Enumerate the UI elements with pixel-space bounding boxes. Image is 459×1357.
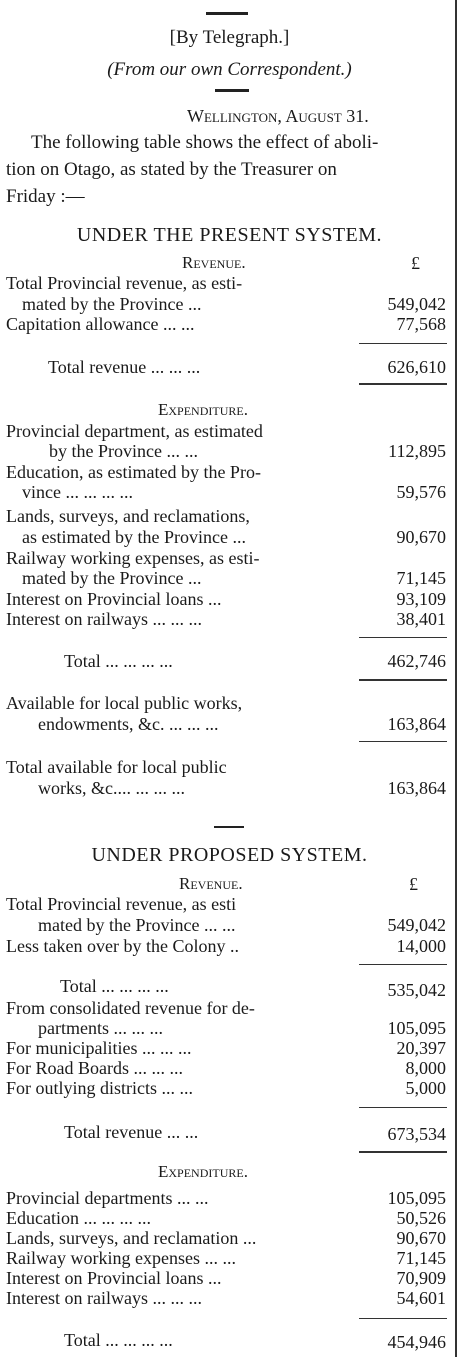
- present-total-value: 462,746: [387, 651, 446, 671]
- proposed-subtotal-value: 535,042: [387, 980, 446, 1000]
- present-available-value: 163,864: [387, 714, 446, 734]
- present-rev-1-line-1: Total Provincial revenue, as esti-: [6, 273, 243, 293]
- proposed-title: UNDER PROPOSED SYSTEM.: [91, 844, 368, 866]
- present-revenue-heading: Revenue.: [182, 253, 246, 272]
- present-expenditure-heading: Expenditure.: [158, 400, 248, 419]
- proposed-pound-sign: £: [409, 874, 418, 894]
- proposed-total-revenue-underline: [359, 1151, 447, 1153]
- present-exp-3-value: 90,670: [396, 527, 446, 547]
- from-correspondent: (From our own Correspondent.): [107, 59, 352, 80]
- proposed-total-revenue-value: 673,534: [387, 1124, 446, 1144]
- proposed-exp-3-line-1: Lands, surveys, and reclamation ...: [6, 1228, 257, 1248]
- present-exp-1-line-1: Provincial department, as estimated: [6, 421, 263, 441]
- present-total-revenue-underline: [359, 383, 447, 385]
- present-title: UNDER THE PRESENT SYSTEM.: [76, 224, 383, 246]
- proposed-exp-4-line-1: Railway working expenses ... ...: [6, 1248, 236, 1268]
- present-total-revenue-value: 626,610: [387, 357, 446, 377]
- proposed-exp-1-value: 105,095: [387, 1188, 446, 1208]
- proposed-other-4-value: 5,000: [405, 1078, 446, 1098]
- proposed-other-1-line-2: partments ... ... ...: [38, 1018, 163, 1038]
- proposed-other-rule: [359, 1107, 447, 1108]
- proposed-rev-1-line-2: mated by the Province ... ...: [38, 915, 236, 935]
- proposed-exp-5-line-1: Interest on Provincial loans ...: [6, 1268, 222, 1288]
- present-rev-1-value: 549,042: [387, 294, 446, 314]
- proposed-exp-6-value: 54,601: [396, 1288, 446, 1308]
- present-rev-2-value: 77,568: [396, 314, 446, 334]
- intro-line-2: tion on Otago, as stated by the Treasurer on: [6, 159, 337, 180]
- header-dash: [215, 89, 249, 92]
- present-total-label: Total ... ... ... ...: [64, 651, 173, 671]
- present-expenditure-rule: [359, 637, 447, 638]
- present-total-available-value: 163,864: [387, 778, 446, 798]
- intro-line-1: The following table shows the effect of aboli-: [31, 132, 379, 153]
- present-exp-5-value: 93,109: [396, 589, 446, 609]
- present-exp-1-value: 112,895: [388, 441, 446, 461]
- proposed-subtotal-label: Total ... ... ... ...: [60, 976, 169, 996]
- top-dash: [206, 12, 248, 15]
- proposed-other-3-value: 8,000: [405, 1058, 446, 1078]
- present-total-available-line-1: Total available for local public: [6, 757, 227, 777]
- proposed-exp-2-value: 50,526: [396, 1208, 446, 1228]
- proposed-rev-1-value: 549,042: [387, 915, 446, 935]
- proposed-exp-3-value: 90,670: [396, 1228, 446, 1248]
- proposed-rev-2-value: 14,000: [396, 936, 446, 956]
- proposed-total-label: Total ... ... ... ...: [64, 1330, 173, 1350]
- proposed-other-2-line-1: For municipalities ... ... ...: [6, 1038, 192, 1058]
- present-exp-2-line-1: Education, as estimated by the Pro-: [6, 462, 261, 482]
- proposed-rev-1-line-1: Total Provincial revenue, as esti: [6, 894, 237, 914]
- proposed-rev-2-line-1: Less taken over by the Colony ..: [6, 936, 239, 956]
- present-total-underline: [359, 679, 447, 681]
- proposed-exp-6-line-1: Interest on railways ... ... ...: [6, 1288, 202, 1308]
- present-exp-4-value: 71,145: [396, 568, 446, 588]
- present-available-rule: [359, 741, 447, 742]
- proposed-other-1-line-1: From consolidated revenue for de-: [6, 998, 255, 1018]
- proposed-exp-5-value: 70,909: [396, 1268, 446, 1288]
- present-rev-2-line-1: Capitation allowance ... ...: [6, 314, 195, 334]
- proposed-exp-4-value: 71,145: [396, 1248, 446, 1268]
- present-exp-6-value: 38,401: [396, 609, 446, 629]
- section-dash: [214, 826, 244, 828]
- present-total-revenue-label: Total revenue ... ... ...: [48, 357, 201, 377]
- proposed-expenditure-rule: [359, 1318, 447, 1319]
- present-exp-3-line-1: Lands, surveys, and reclamations,: [6, 506, 250, 526]
- present-exp-4-line-2: mated by the Province ...: [22, 568, 202, 588]
- dateline: Wellington, August 31.: [187, 106, 369, 126]
- column-rule: [455, 0, 457, 1357]
- present-pound-sign: £: [411, 253, 420, 273]
- present-exp-4-line-1: Railway working expenses, as esti-: [6, 548, 260, 568]
- proposed-other-2-value: 20,397: [396, 1038, 446, 1058]
- present-exp-3-line-2: as estimated by the Province ...: [22, 527, 246, 547]
- present-revenue-rule: [359, 343, 447, 344]
- proposed-revenue-heading: Revenue.: [179, 874, 243, 893]
- present-total-available-line-2: works, &c.... ... ... ...: [38, 778, 185, 798]
- present-exp-1-line-2: by the Province ... ...: [49, 441, 198, 461]
- present-available-line-2: endowments, &c. ... ... ...: [38, 714, 219, 734]
- present-exp-6-line-1: Interest on railways ... ... ...: [6, 609, 202, 629]
- present-exp-5-line-1: Interest on Provincial loans ...: [6, 589, 222, 609]
- proposed-expenditure-heading: Expenditure.: [158, 1162, 248, 1181]
- present-exp-2-line-2: vince ... ... ... ...: [22, 482, 133, 502]
- proposed-other-4-line-1: For outlying districts ... ...: [6, 1078, 194, 1098]
- present-exp-2-value: 59,576: [396, 482, 446, 502]
- proposed-revenue-rule: [359, 964, 447, 965]
- present-available-line-1: Available for local public works,: [6, 693, 243, 713]
- proposed-other-3-line-1: For Road Boards ... ... ...: [6, 1058, 183, 1078]
- intro-line-3: Friday :—: [6, 186, 85, 207]
- proposed-exp-1-line-1: Provincial departments ... ...: [6, 1188, 209, 1208]
- present-rev-1-line-2: mated by the Province ...: [22, 294, 202, 314]
- proposed-total-revenue-label: Total revenue ... ...: [64, 1122, 199, 1142]
- by-telegraph: [By Telegraph.]: [169, 27, 290, 48]
- proposed-total-value: 454,946: [387, 1332, 446, 1352]
- proposed-exp-2-line-1: Education ... ... ... ...: [6, 1208, 151, 1228]
- proposed-other-1-value: 105,095: [387, 1018, 446, 1038]
